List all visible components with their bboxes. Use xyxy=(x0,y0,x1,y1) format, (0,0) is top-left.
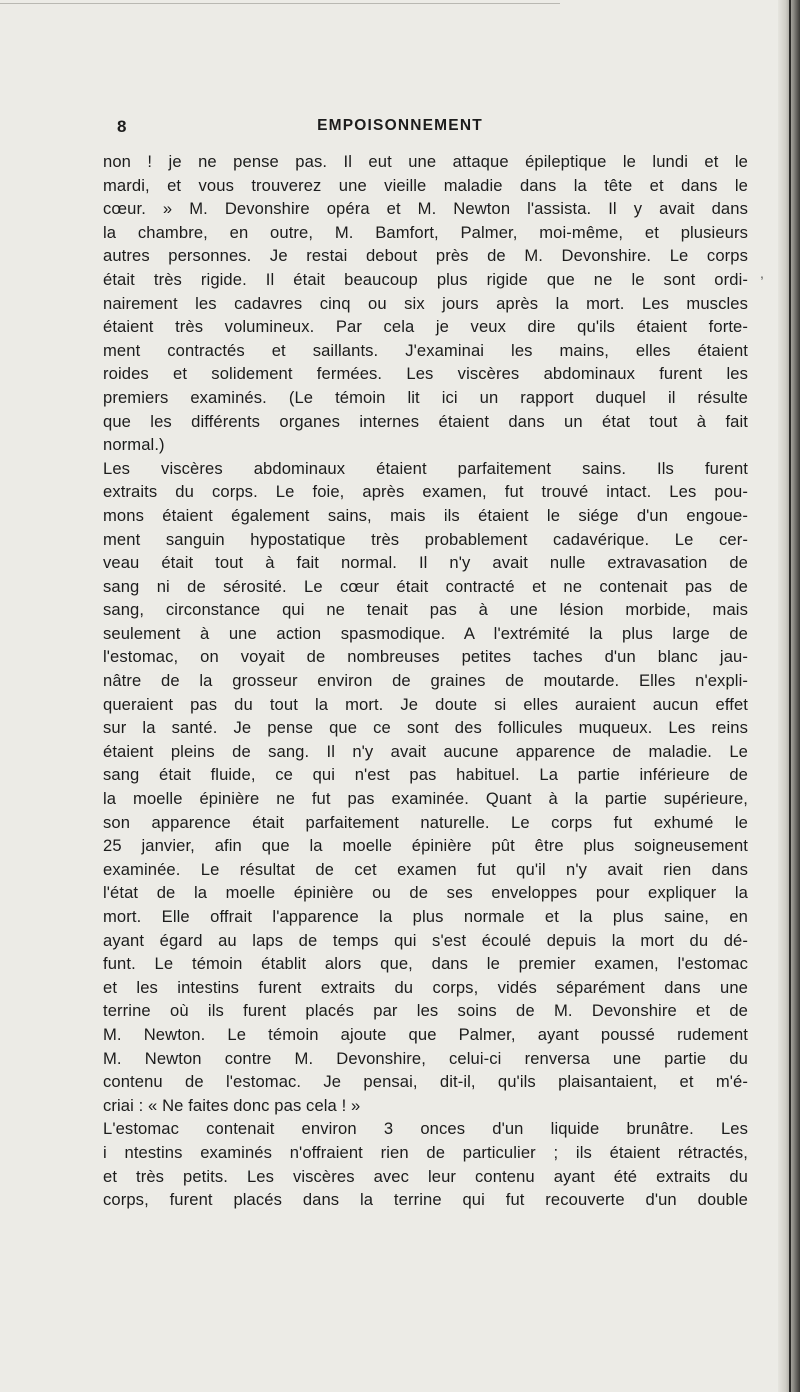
text-line: nâtre de la grosseur environ de graines de moutarde. Elles n'expli- xyxy=(103,671,748,691)
text-line: extraits du corps. Le foie, après examen, fut trouvé intact. Les pou- xyxy=(103,482,748,502)
text-line: contenu de l'estomac. Je pensai, dit-il, qu'ils plaisantaient, et m'é- xyxy=(103,1072,748,1092)
text-line: et très petits. Les viscères avec leur contenu ayant été extraits du xyxy=(103,1166,748,1186)
text-line: la moelle épinière ne fut pas examinée. Quant à la partie supérieure, xyxy=(103,789,748,809)
text-line: cœur. » M. Devonshire opéra et M. Newton l'assista. Il y avait dans xyxy=(103,199,748,219)
text-line: criai : « Ne faites donc pas cela ! » xyxy=(103,1095,361,1115)
text-line: sang, circonstance qui ne tenait pas à une lésion morbide, mais xyxy=(103,600,748,620)
text-line: 25 janvier, afin que la moelle épinière pût être plus soigneusement xyxy=(103,836,748,856)
text-line: ment sanguin hypostatique très probablement cadavérique. Le cer- xyxy=(103,529,748,549)
text-line: ment contractés et saillants. J'examinai les mains, elles étaient xyxy=(103,340,748,360)
body-text xyxy=(103,150,748,1212)
text-line: mardi, et vous trouverez une vieille maladie dans la tête et dans le xyxy=(103,175,748,195)
text-line: terrine où ils furent placés par les soins de M. Devonshire et de xyxy=(103,1001,748,1021)
text-line: roides et solidement fermées. Les viscères abdominaux furent les xyxy=(103,364,748,384)
text-line: premiers examinés. (Le témoin lit ici un rapport duquel il résulte xyxy=(103,387,748,407)
text-line: Les viscères abdominaux étaient parfaitement sains. Ils furent xyxy=(103,458,748,478)
text-line: étaient très volumineux. Par cela je veux dire qu'ils étaient forte- xyxy=(103,317,748,337)
text-line: i ntestins examinés n'offraient rien de particulier ; ils étaient rétractés, xyxy=(103,1142,748,1162)
text-line: sang était fluide, ce qui n'est pas habituel. La partie inférieure de xyxy=(103,765,748,785)
text-line: examinée. Le résultat de cet examen fut qu'il n'y avait rien dans xyxy=(103,859,748,879)
text-line: normal.) xyxy=(103,435,165,455)
text-line: que les différents organes internes étaient dans un état tout à fait xyxy=(103,411,748,431)
page-edge-line xyxy=(789,0,791,1392)
text-line: son apparence était parfaitement naturelle. Le corps fut exhumé le xyxy=(103,812,748,832)
text-line: l'état de la moelle épinière ou de ses enveloppes pour expliquer la xyxy=(103,883,748,903)
top-rule xyxy=(0,3,560,4)
text-line: M. Newton. Le témoin ajoute que Palmer, ayant poussé rudement xyxy=(103,1024,748,1044)
margin-mark: , xyxy=(760,265,764,281)
text-line: seulement à une action spasmodique. A l'extrémité la plus large de xyxy=(103,623,748,643)
text-line: mons étaient également sains, mais ils étaient le siége d'un engoue- xyxy=(103,505,748,525)
text-line: non ! je ne pense pas. Il eut une attaque épileptique le lundi et le xyxy=(103,152,748,171)
text-line: mort. Elle offrait l'apparence la plus normale et la plus saine, en xyxy=(103,907,748,926)
text-line: et les intestins furent extraits du corps, vidés séparément dans une xyxy=(103,977,748,997)
text-line: sang ni de sérosité. Le cœur était contracté et ne contenait pas de xyxy=(103,576,748,596)
text-line: l'estomac, on voyait de nombreuses petites taches d'un blanc jau- xyxy=(103,647,748,667)
text-line: corps, furent placés dans la terrine qui fut recouverte d'un double xyxy=(103,1190,748,1210)
text-line: autres personnes. Je restai debout près de M. Devonshire. Le corps xyxy=(103,246,748,266)
text-line: queraient pas du tout la mort. Je doute si elles auraient aucun effet xyxy=(103,694,748,714)
text-line: sur la santé. Je pense que ce sont des follicules muqueux. Les reins xyxy=(103,718,748,738)
text-line: était très rigide. Il était beaucoup plus rigide que ne le sont ordi- xyxy=(103,269,748,289)
running-title: EMPOISONNEMENT xyxy=(317,117,483,134)
page-number: 8 xyxy=(117,117,127,136)
text-line: M. Newton contre M. Devonshire, celui-ci renversa une partie du xyxy=(103,1048,748,1068)
text-line: L'estomac contenait environ 3 onces d'un liquide brunâtre. Les xyxy=(103,1119,748,1139)
text-line: funt. Le témoin établit alors que, dans le premier examen, l'estomac xyxy=(103,954,748,974)
text-line: veau était tout à fait normal. Il n'y avait nulle extravasation de xyxy=(103,553,748,573)
text-line: étaient pleins de sang. Il n'y avait aucune apparence de maladie. Le xyxy=(103,741,748,761)
text-line: ayant égard au laps de temps qui s'est écoulé depuis la mort du dé- xyxy=(103,930,748,950)
text-line: la chambre, en outre, M. Bamfort, Palmer, moi-même, et plusieurs xyxy=(103,222,748,242)
text-line: nairement les cadavres cinq ou six jours après la mort. Les muscles xyxy=(103,293,748,313)
